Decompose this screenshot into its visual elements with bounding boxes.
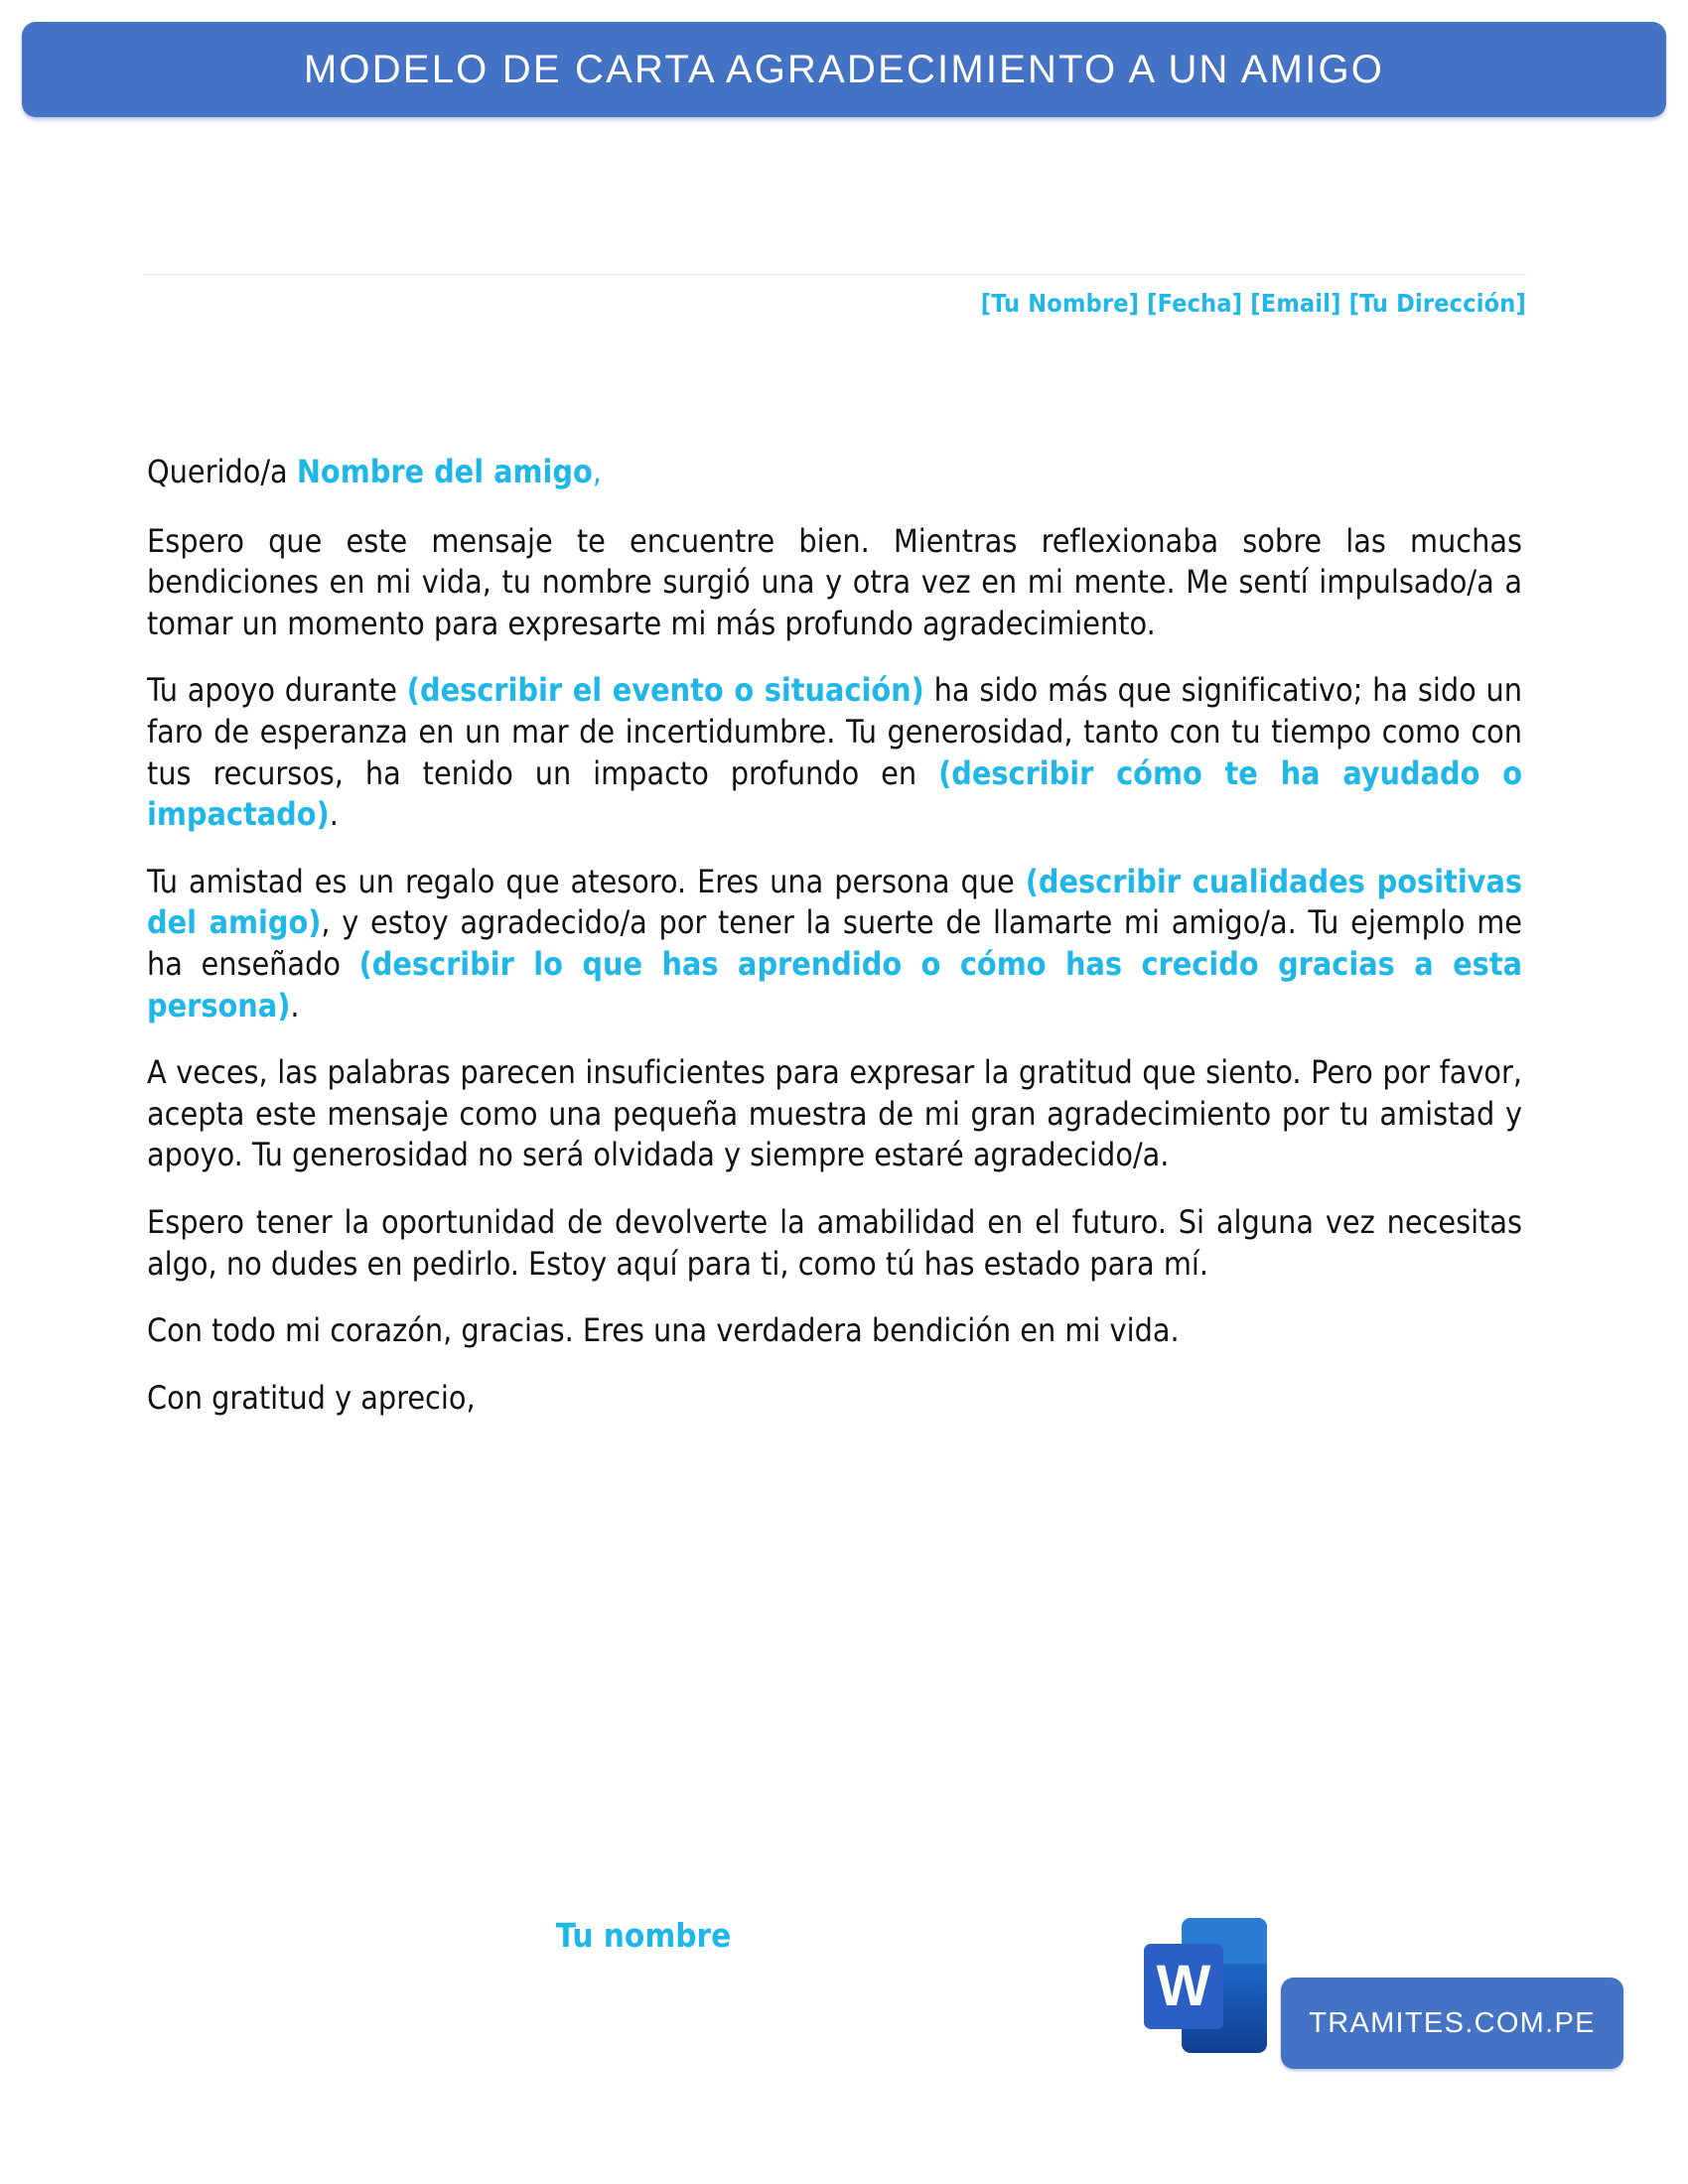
letterhead — [144, 274, 1526, 318]
run-text: Tu apoyo durante — [147, 671, 407, 710]
placeholder-evento-situacion: (describir el evento o situación) — [406, 671, 924, 710]
greeting-comma: , — [592, 453, 602, 490]
letterhead-fields: [Tu Nombre] [Fecha] [Email] [Tu Dirección] — [980, 289, 1526, 318]
paragraph-4 — [147, 1052, 1522, 1176]
greeting-recipient-placeholder: Nombre del amigo — [296, 453, 593, 490]
run-text: Espero tener la oportunidad de devolverte la amabilidad en el futuro. Si alguna vez necesitas algo, no dudes en pedirlo. Estoy aquí para ti, como tú has estado para mí. — [147, 1202, 1522, 1283]
placeholder-como-ayudado: (describir cómo te ha ayudado o impactado) — [147, 753, 1523, 834]
microsoft-word-icon — [1142, 1914, 1271, 2063]
placeholder-lo-aprendido: (describir lo que has aprendido o cómo has crecido gracias a esta persona) — [147, 944, 1523, 1024]
run-text: Con gratitud y aprecio, — [147, 1378, 476, 1417]
greeting-salutation: Querido/a — [147, 453, 297, 490]
paragraph-3 — [147, 862, 1522, 1026]
run-text: A veces, las palabras parecen insuficientes para expresar la gratitud que siento. Pero por favor, acepta este mensaje como una pequeña muestra de mi gran agradecimiento por tu amistad y apoyo. Tu generosidad no será olvidada y siempre estaré agradecido/a. — [147, 1053, 1522, 1174]
greeting-line — [147, 452, 1522, 493]
site-badge[interactable] — [1281, 1978, 1623, 2069]
run-text: . — [290, 986, 300, 1024]
footer-logos — [1142, 1914, 1658, 2093]
document-title-banner — [22, 22, 1666, 117]
run-text: ha sido más que significativo; ha sido un faro de esperanza en un mar de incertidumbre. Tu generosidad, tanto con tu tiempo como con tus recursos, ha tenido un impacto profundo en — [147, 671, 1523, 792]
paragraph-1 — [147, 521, 1522, 645]
paragraph-7-closing — [147, 1378, 1522, 1420]
page-title: MODELO DE CARTA AGRADECIMIENTO A UN AMIGO — [303, 47, 1385, 91]
word-letter-glyph: W — [1156, 1954, 1211, 2018]
run-text: , y estoy agradecido/a por tener la suerte de llamarte mi amigo/a. Tu ejemplo me ha enseñado — [147, 903, 1523, 983]
paragraph-2 — [147, 670, 1522, 835]
word-letter-tile — [1144, 1944, 1223, 2029]
run-text: Con todo mi corazón, gracias. Eres una verdadera bendición en mi vida. — [147, 1311, 1180, 1350]
letterhead-divider — [144, 274, 1526, 275]
run-text: Tu amistad es un regalo que atesoro. Eres una persona que — [147, 862, 1026, 900]
placeholder-cualidades-positivas: (describir cualidades positivas del amigo) — [147, 862, 1523, 942]
paragraph-5 — [147, 1202, 1522, 1285]
paragraph-6 — [147, 1310, 1522, 1352]
signature-placeholder: Tu nombre — [555, 1916, 732, 1955]
site-badge-label: TRAMITES.COM.PE — [1309, 2006, 1596, 2039]
letter-body — [147, 452, 1522, 1444]
run-text: Espero que este mensaje te encuentre bien. Mientras reflexionaba sobre las muchas bendiciones en mi vida, tu nombre surgió una y otra vez en mi mente. Me sentí impulsado/a a tomar un momento para expresarte mi más profundo agradecimiento. — [147, 521, 1522, 642]
run-text: . — [329, 795, 339, 834]
